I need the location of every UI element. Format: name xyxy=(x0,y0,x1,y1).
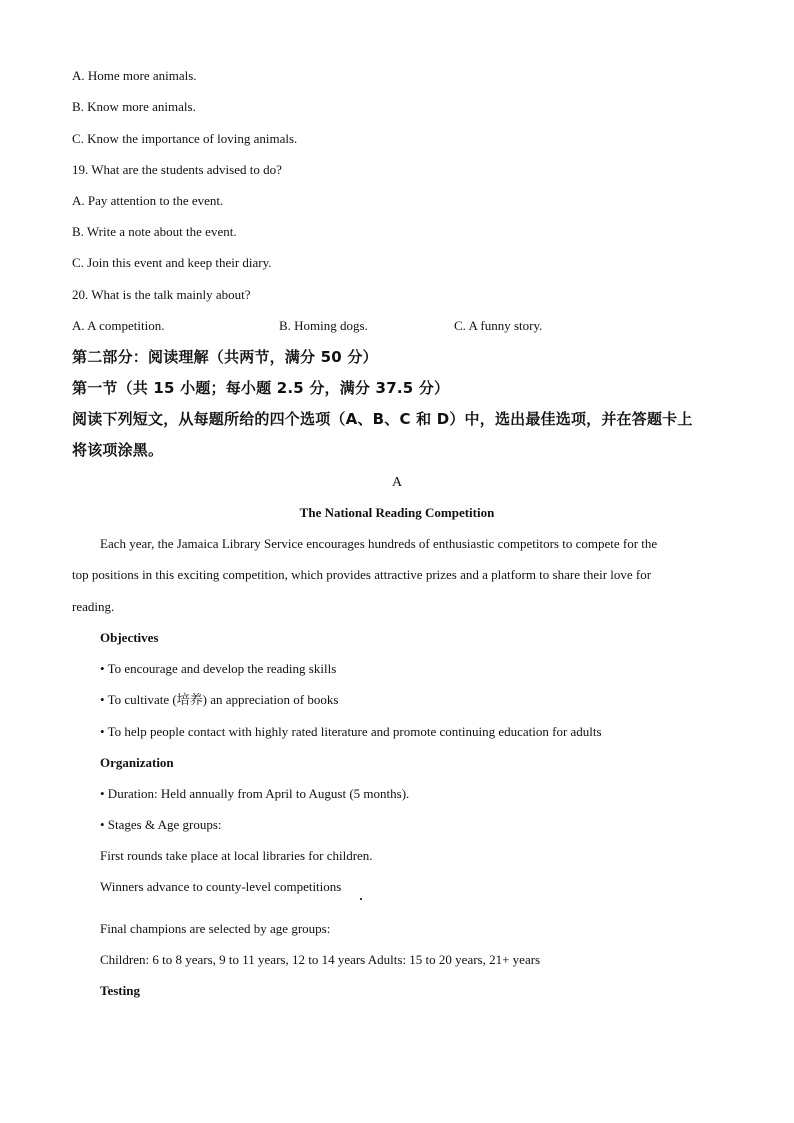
organization-item: • Duration: Held annually from April to August (5 months). xyxy=(100,786,410,801)
q20-option-a: A. A competition. xyxy=(72,318,165,333)
q19-option-b: B. Write a note about the event. xyxy=(72,224,237,239)
q18-option-a: A. Home more animals. xyxy=(72,68,197,83)
q19-option-c: C. Join this event and keep their diary. xyxy=(72,255,272,270)
stage-line: Final champions are selected by age groups: xyxy=(100,921,331,936)
objective-item: • To cultivate (培养) an appreciation of books xyxy=(100,692,339,707)
intro-line-1: Each year, the Jamaica Library Service encourages hundreds of enthusiastic competitors to compete for the xyxy=(100,536,658,551)
intro-line-3: reading. xyxy=(72,599,115,614)
part2-heading: 第二部分：阅读理解（共两节，满分 50 分） xyxy=(72,348,378,366)
q20-option-b: B. Homing dogs. xyxy=(279,318,368,333)
q19-option-a: A. Pay attention to the event. xyxy=(72,193,224,208)
instruction-line-2: 将该项涂黑。 xyxy=(72,441,164,459)
q18-option-c: C. Know the importance of loving animals. xyxy=(72,131,298,146)
organization-heading: Organization xyxy=(100,755,174,770)
passage-letter: A xyxy=(391,475,403,490)
passage-title: The National Reading Competition xyxy=(299,505,495,520)
stray-dot xyxy=(360,898,362,900)
organization-item: • Stages & Age groups: xyxy=(100,817,222,832)
testing-heading: Testing xyxy=(100,983,140,998)
intro-line-2: top positions in this exciting competition, which provides attractive prizes and a platform to share their love for xyxy=(72,567,652,582)
stage-line: First rounds take place at local libraries for children. xyxy=(100,848,373,863)
stage-line: Winners advance to county-level competitions xyxy=(100,879,342,894)
objective-item: • To encourage and develop the reading skills xyxy=(100,661,337,676)
objective-item: • To help people contact with highly rated literature and promote continuing education for adults xyxy=(100,724,602,739)
q18-option-b: B. Know more animals. xyxy=(72,99,196,114)
q20-question: 20. What is the talk mainly about? xyxy=(72,287,251,302)
objectives-heading: Objectives xyxy=(100,630,159,645)
q20-option-c: C. A funny story. xyxy=(454,318,543,333)
section1-heading: 第一节（共 15 小题；每小题 2.5 分，满分 37.5 分） xyxy=(72,379,450,397)
q19-question: 19. What are the students advised to do? xyxy=(72,162,282,177)
instruction-line-1: 阅读下列短文，从每题所给的四个选项（A、B、C 和 D）中，选出最佳选项，并在答题卡上 xyxy=(72,410,693,428)
stage-line: Children: 6 to 8 years, 9 to 11 years, 12 to 14 years Adults: 15 to 20 years, 21+ years xyxy=(100,952,541,967)
